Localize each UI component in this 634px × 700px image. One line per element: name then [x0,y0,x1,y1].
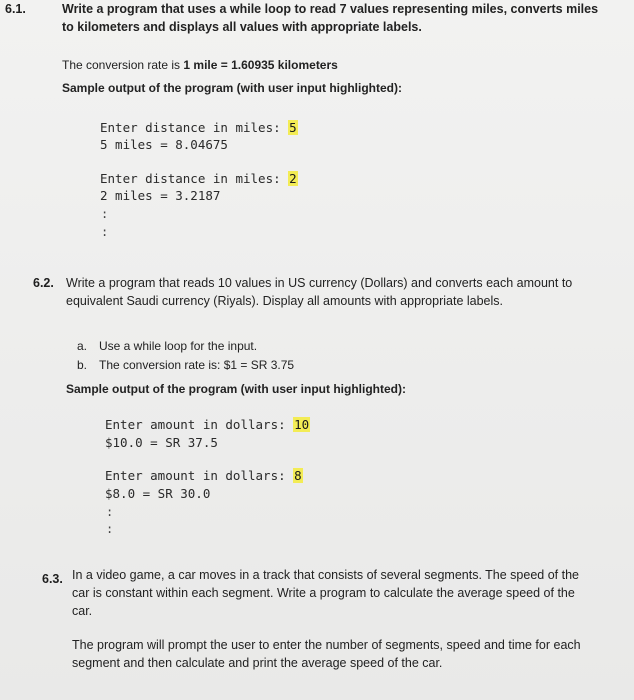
sample-6-2-line-1 [105,416,310,433]
sample-6-1-result-2: 2 miles = 3.2187 [100,188,221,203]
user-input-highlight: 5 [289,120,297,135]
conversion-rate-prefix: The conversion rate is [62,58,184,72]
sample-6-2-result-1: $10.0 = SR 37.5 [105,435,218,450]
sample-6-1-line-2 [100,170,298,187]
sample-6-2-line-2 [105,467,303,484]
question-6-3-text: In a video game, a car moves in a track that consists of several segments. The speed of the car is constant within each segment. Write a program to calculate the average speed of the car. [72,568,579,618]
sample-6-1-result-1: 5 miles = 8.04675 [100,137,228,152]
sample-heading-6-2: Sample output of the program (with user input highlighted): [66,382,406,396]
user-input-highlight: 8 [294,468,302,483]
question-6-1-text: Write a program that uses a while loop to read 7 values representing miles, converts miles to kilometers and displays all values with appropriate labels. [62,2,599,34]
list-item-a: Use a while loop for the input. [99,339,258,353]
user-input-highlight: 10 [294,417,310,432]
sample-prompt: Enter amount in dollars: [105,468,294,483]
ellipsis-dots: : [106,505,114,519]
conversion-rate-value: 1 mile = 1.60935 kilometers [183,58,338,72]
list-item-b: The conversion rate is: $1 = SR 3.75 [99,358,295,372]
sample-6-2-result-2: $8.0 = SR 30.0 [105,486,211,501]
question-6-1-number: 6.1. [5,2,26,16]
list-item-marker-a: a. [77,339,88,353]
question-6-3-number: 6.3. [42,572,63,586]
user-input-highlight: 2 [289,171,297,186]
sample-6-1-line-1 [100,119,298,136]
sample-prompt: Enter amount in dollars: [105,417,294,432]
conversion-rate-line [62,56,582,74]
list-item-marker-b: b. [77,358,88,372]
sample-prompt: Enter distance in miles: [100,120,289,135]
question-6-2-number: 6.2. [33,276,54,290]
ellipsis-dots: : [101,207,109,221]
question-6-3-text-2: The program will prompt the user to enter the number of segments, speed and time for each segment and then calculate and print the average speed of the car. [72,638,581,670]
question-6-2-text: Write a program that reads 10 values in US currency (Dollars) and converts each amount to equivalent Saudi currency (Riyals). Display all amounts with appropriate labels. [66,276,573,308]
sample-prompt: Enter distance in miles: [100,171,289,186]
ellipsis-dots: : [101,225,109,239]
ellipsis-dots: : [106,522,114,536]
sample-heading-6-1: Sample output of the program (with user input highlighted): [62,81,402,95]
